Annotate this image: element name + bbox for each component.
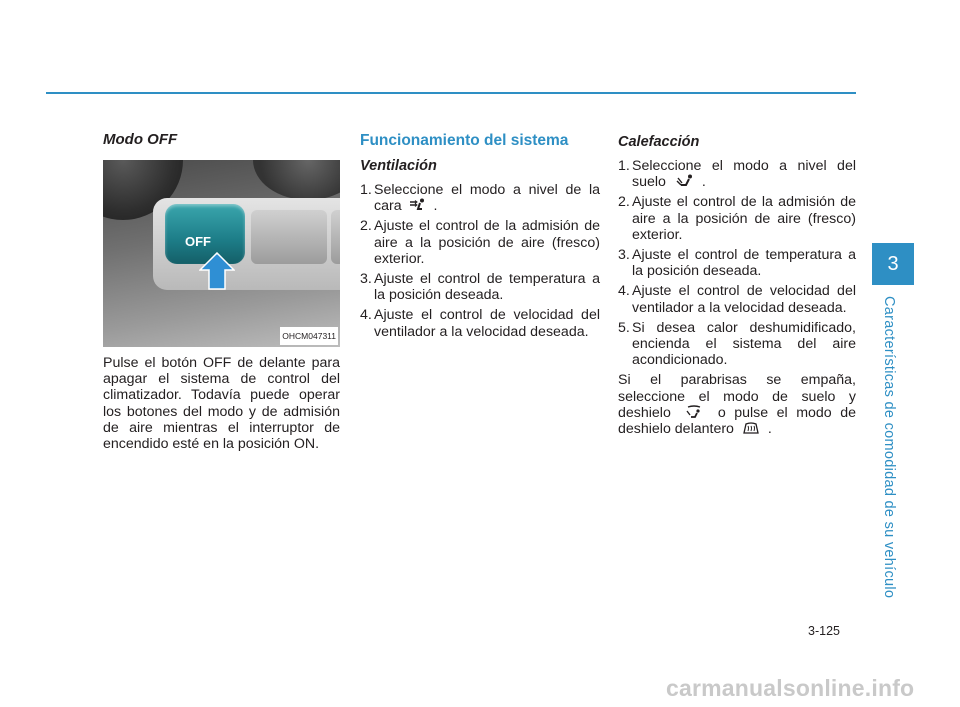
mode-button [251,210,327,264]
extra-button [331,210,340,264]
ventilation-steps [360,182,600,340]
heating-steps [618,158,856,368]
middle-column [360,130,600,344]
left-column [103,130,340,452]
subheading-ventilacion: Ventilación [360,158,437,174]
chapter-number-tab: 3 [872,243,914,285]
front-defrost-icon [741,421,761,435]
climate-panel-photo [103,160,340,347]
list-item: 4. Ajuste el control de velocidad del ventilador a la velocidad deseada. [618,283,856,316]
chapter-title-vertical [875,296,903,599]
chapter-title: Características de comodidad de su vehículo [881,296,897,599]
subheading-calefaccion: Calefacción [618,134,700,150]
right-column [618,130,856,437]
off-button-label: OFF [185,234,211,249]
list-item: 2. Ajuste el control de la admisión de aire a la posición de aire (fresco) exterior. [360,218,600,267]
defrost-note: Si el parabrisas se empaña, seleccione el modo de suelo y deshielo o pulse el modo de deshielo delantero . [618,372,856,438]
page-number: 3-125 [808,624,840,638]
list-item: 3. Ajuste el control de temperatura a la posición deseada. [360,271,600,304]
off-mode-description: Pulse el botón OFF de delante para apagar el sistema de control del climatizador. Todavía puede operar los botones del modo y de admisión de aire mientras el interruptor de encendido esté en la posición ON. [103,355,340,453]
list-item: 2. Ajuste el control de la admisión de aire a la posición de aire (fresco) exterior. [618,194,856,243]
section-heading-funcionamiento: Funcionamiento del sistema [360,132,569,149]
face-vent-icon [409,198,427,212]
list-item: 5. Si desea calor deshumidificado, encienda el sistema del aire acondicionado. [618,319,856,369]
floor-vent-icon [673,174,695,188]
list-item: 3. Ajuste el control de temperatura a la posición deseada. [618,247,856,280]
list-item: 4. Ajuste el control de velocidad del ventilador a la velocidad deseada. [360,307,600,340]
section-heading-modo-off: Modo OFF [103,131,178,148]
watermark: carmanualsonline.info [666,675,915,701]
top-rule [46,92,856,94]
list-item: 1. Seleccione el modo a nivel de la cara . [360,182,600,215]
up-arrow-icon [199,252,235,290]
list-item: 1. Seleccione el modo a nivel del suelo . [618,158,856,191]
knob-right [253,160,340,200]
image-code: OHCM047311 [280,327,338,345]
floor-defrost-icon [682,405,706,419]
